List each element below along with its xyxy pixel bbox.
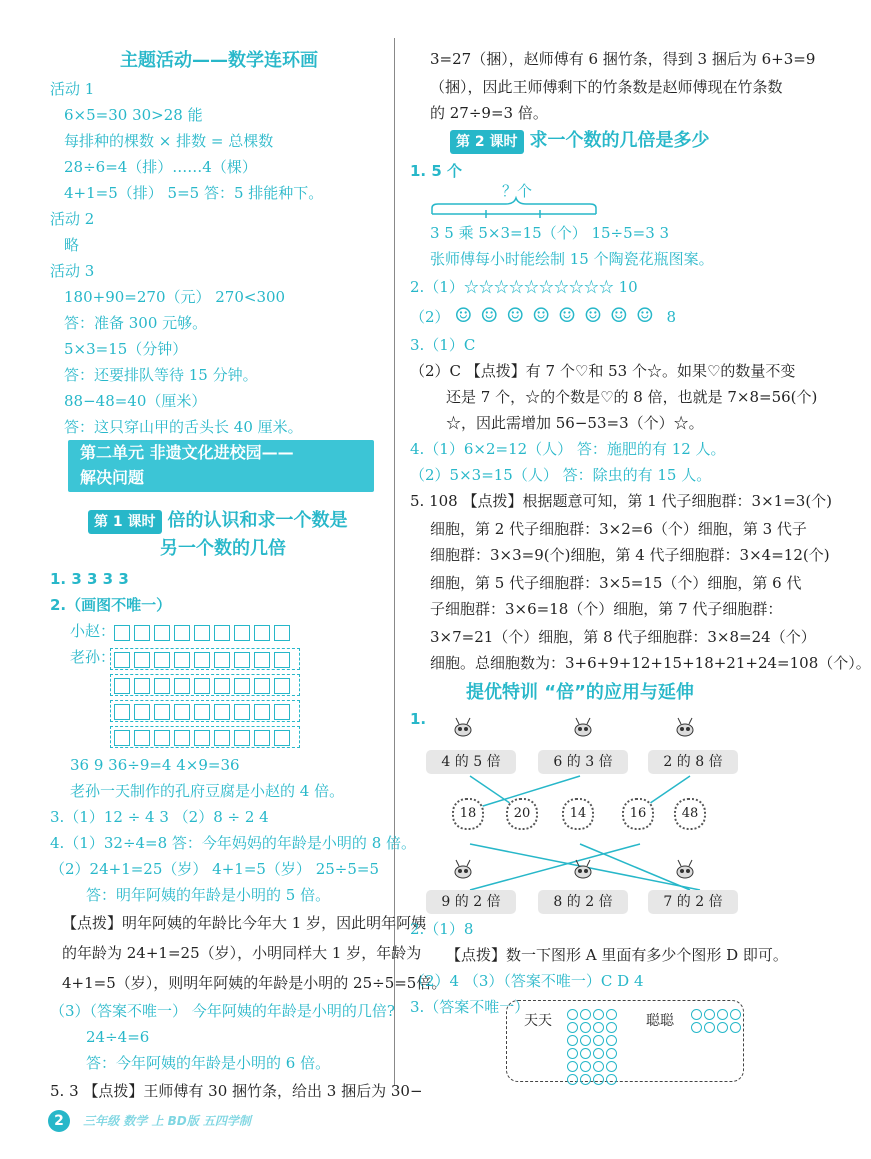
question-5-line: 细胞群：3×3=9(个)细胞，第 4 代子细胞群：3×4=12(个) [430, 546, 830, 564]
tip-text: ☆，因此需增加 56−53=3（个）☆。 [446, 414, 704, 432]
xiaozhao-label: 小赵： [70, 622, 116, 640]
laosun-squares [114, 702, 294, 720]
activity-3-line: 180+90=270（元） 270<300 [64, 288, 286, 306]
question-2-part-2 [410, 304, 676, 328]
xiaozhao-squares [114, 623, 294, 641]
activity-2-label: 活动 2 [50, 210, 95, 228]
multiple-card: 9 的 2 倍 [426, 890, 516, 914]
bee-icon [570, 858, 596, 880]
book-info: 三年级 数学 上 BD版 五四学制 [83, 1114, 251, 1128]
activity-1-label: 活动 1 [50, 80, 95, 98]
question-3-part-1: 3.（1）C [410, 336, 476, 354]
special-question-2-part-1: 2.（1）8 [410, 920, 474, 938]
question-5: 5. 108 【点拨】根据题意可知，第 1 代子细胞群：3×1=3(个) [410, 492, 833, 510]
special-training-title: 提优特训 “倍”的应用与延伸 [466, 682, 694, 703]
activity-3-line: 答：准备 300 元够。 [64, 314, 208, 332]
number-gear: 16 [622, 798, 654, 830]
congcong-label: 聪聪 [646, 1013, 674, 1029]
question-4-part-2: （2）24+1=25（岁） 4+1=5（岁） 25÷5=5 [50, 860, 380, 878]
multiple-card: 7 的 2 倍 [648, 890, 738, 914]
laosun-squares [114, 650, 294, 668]
activity-3-label: 活动 3 [50, 262, 95, 280]
multiple-card: 2 的 8 倍 [648, 750, 738, 774]
number-gear: 18 [452, 798, 484, 830]
laosun-label: 老孙： [70, 648, 116, 666]
tip-text: 4+1=5（岁），则明年阿姨的年龄是小明的 25÷5=5倍。 [62, 974, 447, 992]
question-3: 3.（1）12 ÷ 4 3 （2）8 ÷ 2 4 [50, 808, 269, 826]
tiantian-circles [566, 1008, 626, 1086]
unit-banner [68, 440, 374, 492]
page-footer [48, 1110, 251, 1132]
page-number: 2 [48, 1110, 70, 1132]
question-1: 1. 5 个 [410, 162, 463, 180]
question-2: 2.（画图不唯一） [50, 596, 172, 614]
lesson-title: 求一个数的几倍是多少 [529, 130, 710, 151]
tip-text: 【点拨】数一下图形 A 里面有多少个图形 D 即可。 [446, 946, 788, 964]
smiley-icons: ☺☺☺☺☺☺☺☺ [454, 303, 662, 327]
question-5-line: 细胞。总细胞数为：3+6+9+12+15+18+21+24=108（个）。 [430, 654, 871, 672]
activity-2-line: 略 [64, 236, 80, 254]
question-1-answer: 张师傅每小时能绘制 15 个陶瓷花瓶图案。 [430, 250, 714, 268]
question-4-part-2-answer: 答：明年阿姨的年龄是小明的 5 倍。 [86, 886, 331, 904]
question-2-part-2-label: （2） [410, 308, 450, 326]
number-gear: 20 [506, 798, 538, 830]
question-5: 5. 3 【点拨】王师傅有 30 捆竹条，给出 3 捆后为 30− [50, 1082, 423, 1100]
bee-icon [672, 858, 698, 880]
bee-icon [570, 716, 596, 738]
activity-3-line: 88−48=40（厘米） [64, 392, 207, 410]
multiple-card: 8 的 2 倍 [538, 890, 628, 914]
bee-icon [450, 716, 476, 738]
activity-1-line: 4+1=5（排） 5=5 答：5 排能种下。 [64, 184, 324, 202]
lesson-title-cont: 另一个数的几倍 [160, 538, 286, 559]
activity-1-line: 28÷6=4（排）……4（棵） [64, 158, 257, 176]
congcong-circles [690, 1008, 750, 1034]
laosun-squares [114, 728, 294, 746]
question-1-line: 3 5 乘 5×3=15（个） 15÷5=3 3 [430, 224, 670, 242]
continued-text: 的 27÷9=3 倍。 [430, 104, 548, 122]
tiantian-label: 天天 [524, 1013, 552, 1029]
special-question-3: 3.（答案不唯一） [410, 998, 530, 1016]
question-4-part-3-answer: 答：今年阿姨的年龄是小明的 6 倍。 [86, 1054, 331, 1072]
bracket-question-label: ？个 [502, 182, 533, 200]
multiple-card: 4 的 5 倍 [426, 750, 516, 774]
question-2-part-1: 2.（1）☆☆☆☆☆☆☆☆☆☆ 10 [410, 278, 638, 296]
question-4-part-3-line: 24÷4=6 [86, 1028, 150, 1046]
question-5-line: 细胞，第 2 代子细胞群：3×2=6（个）细胞，第 3 代子 [430, 520, 807, 538]
lesson-title: 倍的认识和求一个数是 [167, 510, 348, 531]
laosun-squares [114, 676, 294, 694]
question-5-line: 子细胞群：3×6=18（个）细胞，第 7 代子细胞群： [430, 600, 783, 618]
question-2-part-2-value: 8 [666, 308, 677, 326]
question-4-part-1: 4.（1）6×2=12（人） 答：施肥的有 12 人。 [410, 440, 726, 458]
activity-1-line: 6×5=30 30>28 能 [64, 106, 203, 124]
continued-text: （捆），因此王师傅剩下的竹条数是赵师傅现在竹条数 [430, 78, 783, 96]
question-2-line: 老孙一天制作的孔府豆腐是小赵的 4 倍。 [70, 782, 345, 800]
multiple-card: 6 的 3 倍 [538, 750, 628, 774]
question-1: 1. 3 3 3 3 [50, 570, 129, 588]
unit-banner-line: 解决问题 [80, 468, 145, 487]
question-4-part-2: （2）5×3=15（人） 答：除虫的有 15 人。 [410, 466, 712, 484]
activity-3-line: 答：还要排队等待 15 分钟。 [64, 366, 258, 384]
question-5-line: 3×7=21（个）细胞，第 8 代子细胞群：3×8=24（个） [430, 628, 816, 646]
tip-text: 【点拨】明年阿姨的年龄比今年大 1 岁，因此明年阿姨 [62, 914, 427, 932]
lesson-1-heading [88, 510, 348, 534]
bee-icon [672, 716, 698, 738]
theme-activity-title: 主题活动——数学连环画 [120, 50, 318, 71]
unit-banner-line: 第二单元 非遗文化进校园—— [80, 443, 294, 462]
question-2-line: 36 9 36÷9=4 4×9=36 [70, 756, 240, 774]
question-4-part-1: 4.（1）32÷4=8 答：今年妈妈的年龄是小明的 8 倍。 [50, 834, 417, 852]
special-question-2-parts-2-3: （2）4 （3）（答案不唯一）C D 4 [410, 972, 644, 990]
number-gear: 14 [562, 798, 594, 830]
question-3-part-2: （2）C 【点拨】有 7 个♡和 53 个☆。如果♡的数量不变 [410, 362, 796, 380]
lesson-badge: 第 1 课时 [88, 510, 162, 534]
activity-3-line: 答：这只穿山甲的舌头长 40 厘米。 [64, 418, 303, 436]
lesson-badge: 第 2 课时 [450, 130, 524, 154]
tip-text: 还是 7 个，☆的个数是♡的 8 倍，也就是 7×8=56(个) [446, 388, 818, 406]
question-4-part-3: （3）（答案不唯一） 今年阿姨的年龄是小明的几倍? [50, 1002, 395, 1020]
activity-1-line: 每排种的棵数 × 排数 = 总棵数 [64, 132, 274, 150]
number-gear: 48 [674, 798, 706, 830]
activity-3-line: 5×3=15（分钟） [64, 340, 188, 358]
special-question-1: 1. [410, 710, 427, 728]
bee-icon [450, 858, 476, 880]
question-5-line: 细胞，第 5 代子细胞群：3×5=15（个）细胞，第 6 代 [430, 574, 802, 592]
tip-text: 的年龄为 24+1=25（岁），小明同样大 1 岁，年龄为 [62, 944, 422, 962]
continued-text: 3=27（捆），赵师傅有 6 捆竹条，得到 3 捆后为 6+3=9 [430, 50, 816, 68]
bracket-diagram [430, 196, 600, 218]
lesson-2-heading [450, 130, 710, 154]
